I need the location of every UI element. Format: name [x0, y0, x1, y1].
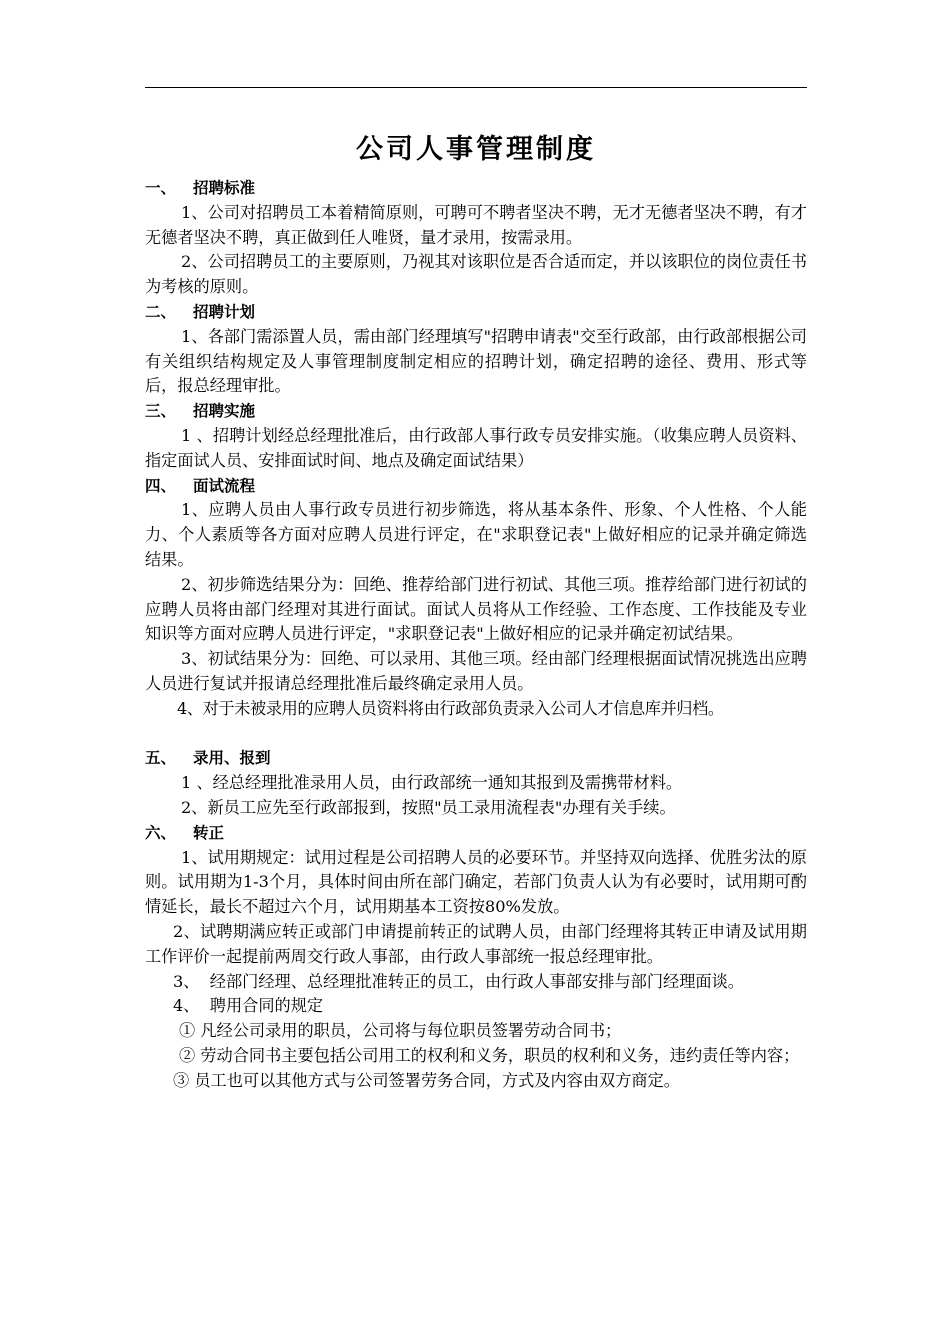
paragraph: 1、各部门需添置人员，需由部门经理填写"招聘申请表"交至行政部，由行政部根据公司有关组织结构规定及人事管理制度制定相应的招聘计划，确定招聘的途径、费用、形式等后，报总经理审批。 [145, 326, 807, 396]
paragraph: 2、初步筛选结果分为：回绝、推荐给部门进行初试、其他三项。推荐给部门进行初试的应聘人员将由部门经理对其进行面试。面试人员将从工作经验、工作态度、工作技能及专业知识等方面对应聘人员进行评定，"求职登记表"上做好相应的记录并确定初试结果。 [145, 574, 807, 644]
paragraph: 2、试聘期满应转正或部门申请提前转正的试聘人员，由部门经理将其转正申请及试用期工作评价一起提前两周交行政人事部，由行政人事部统一报总经理审批。 [145, 921, 807, 966]
list-item: ② 劳动合同书主要包括公司用工的权利和义务，职员的权利和义务，违约责任等内容； [179, 1045, 800, 1065]
section-number: 一、 [145, 179, 177, 197]
paragraph: 1 、招聘计划经总经理批准后，由行政部人事行政专员安排实施。（收集应聘人员资料、指定面试人员、安排面试时间、地点及确定面试结果） [145, 425, 807, 470]
section-title: 录用、报到 [193, 749, 271, 768]
section-number: 四、 [145, 476, 177, 495]
section-heading [145, 399, 807, 424]
section-title: 招聘标准 [193, 179, 256, 197]
section-heading [145, 746, 807, 771]
section-heading [145, 474, 807, 499]
section-heading [145, 176, 807, 201]
paragraph: 3、初试结果分为：回绝、可以录用、其他三项。经由部门经理根据面试情况挑选出应聘人员进行复试并报请总经理批准后最终确定录用人员。 [145, 649, 807, 693]
paragraph: 1 、经总经理批准录用人员，由行政部统一通知其报到及需携带材料。 [181, 773, 683, 793]
section-number: 五、 [145, 749, 177, 768]
section-title: 转正 [193, 823, 225, 842]
list-item: ③ 员工也可以其他方式与公司签署劳务合同，方式及内容由双方商定。 [173, 1070, 680, 1090]
list-item: ① 凡经公司录用的职员，公司将与每位职员签署劳动合同书； [179, 1021, 622, 1041]
paragraph: 1、试用期规定：试用过程是公司招聘人员的必要环节。并坚持双向选择、优胜劣汰的原则。试用期为1-3个月，具体时间由所在部门确定，若部门负责人认为有必要时，试用期可酌情延长，最长不超过六个月，试用期基本工资按80%发放。 [145, 847, 807, 917]
section-title: 招聘实施 [193, 402, 256, 421]
paragraph: 3、 经部门经理、总经理批准转正的员工，由行政人事部安排与部门经理面谈。 [173, 971, 744, 991]
header-rule [145, 87, 807, 88]
section-number: 六、 [145, 823, 177, 842]
document-body [145, 176, 807, 1093]
paragraph: 2、新员工应先至行政部报到，按照"员工录用流程表"办理有关手续。 [181, 797, 676, 817]
section-title: 招聘计划 [193, 302, 256, 321]
paragraph: 1、应聘人员由人事行政专员进行初步筛选，将从基本条件、形象、个人性格、个人能力、个人素质等各方面对应聘人员进行评定，在"求职登记表"上做好相应的记录并确定筛选结果。 [145, 500, 807, 569]
paragraph: 4、 聘用合同的规定 [173, 996, 324, 1016]
section-number: 三、 [145, 402, 177, 421]
paragraph: 2、公司招聘员工的主要原则，乃视其对该职位是否合适而定，并以该职位的岗位责任书为考核的原则。 [145, 252, 807, 297]
section-heading [145, 300, 807, 325]
section-heading [145, 821, 807, 846]
section-number: 二、 [145, 302, 177, 321]
section-title: 面试流程 [193, 476, 256, 495]
paragraph: 1、公司对招聘员工本着精简原则，可聘可不聘者坚决不聘，无才无德者坚决不聘，有才无德者坚决不聘，真正做到任人唯贤，量才录用，按需录用。 [145, 202, 807, 247]
document-title: 公司人事管理制度 [356, 134, 596, 165]
spacer [145, 722, 807, 747]
paragraph: 4、对于未被录用的应聘人员资料将由行政部负责录入公司人才信息库并归档。 [177, 698, 724, 718]
